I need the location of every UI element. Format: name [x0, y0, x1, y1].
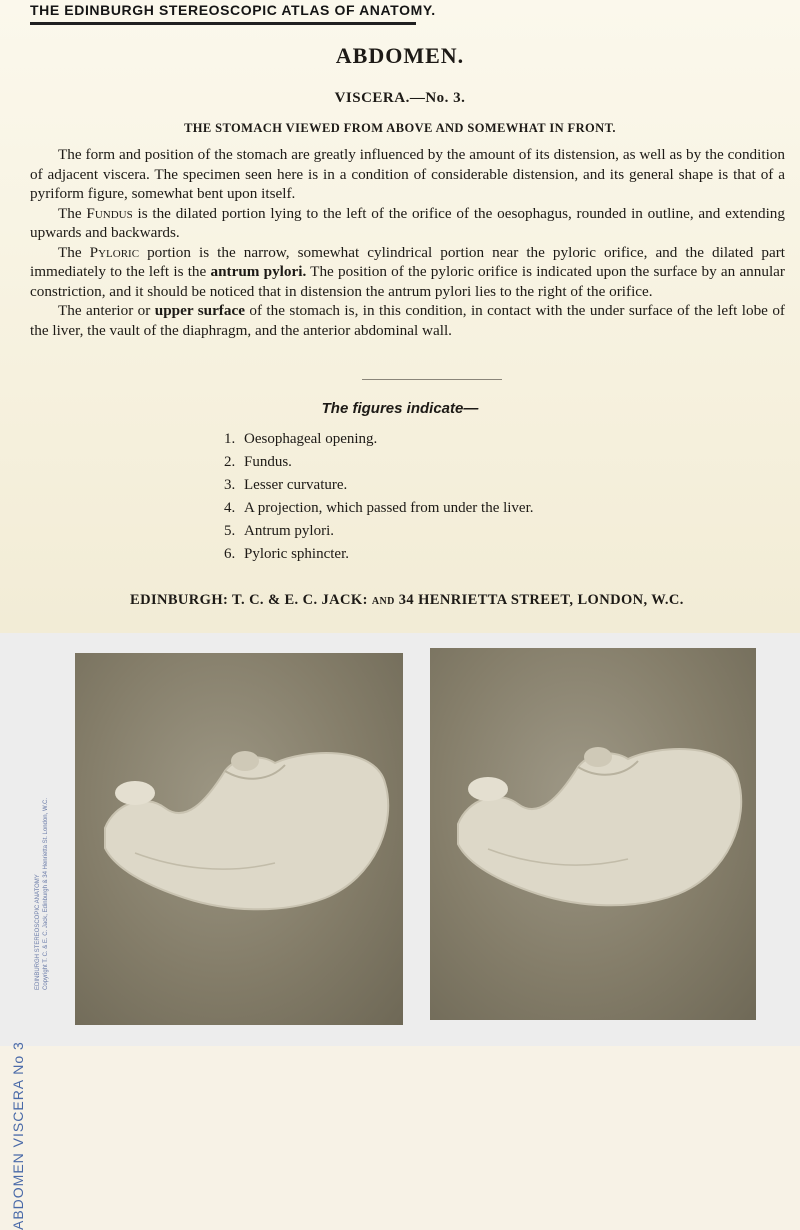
legend-text: Oesophageal opening. [244, 431, 378, 447]
side-copyright [34, 798, 50, 990]
figure-legend [224, 428, 534, 566]
legend-text: Fundus. [244, 454, 292, 470]
legend-number: 6. [224, 546, 236, 562]
legend-number: 5. [224, 523, 236, 539]
paragraph-distension: The form and position of the stomach are greatly influenced by the amount of its distension, as well as by the condition of adjacent viscera. The specimen seen here is in a condition of considerable distension, and its general shape is that of a pyriform figure, somewhat bent upon itself. [30, 146, 785, 202]
legend-item [224, 520, 534, 543]
paragraph-fundus [30, 204, 785, 243]
stereo-photo-left [75, 653, 403, 1025]
description-text [30, 145, 785, 340]
text-span: The anterior or [58, 302, 155, 319]
side-caption: ABDOMEN VISCERA No 3 [10, 1041, 26, 1230]
text-span: The position of the pyloric orifice is indicated upon the surface by an annular constriction, and it should be noticed that in distension the antrum pylori lies to the right of the orifice. [30, 263, 785, 300]
term-antrum-pylori: antrum pylori. [210, 263, 307, 280]
header-rule [30, 22, 416, 25]
text-span: portion is the narrow, somewhat cylindrical portion near the pyloric orifice, and the dilated part immediately to the left is the [30, 243, 785, 280]
legend-text: Antrum pylori. [244, 523, 334, 539]
side-copyright-line: Copyright T. C. & E. C. Jack, Edinburgh & 34 Henrietta St. London, W.C. [43, 798, 49, 990]
figures-heading: The figures indicate— [321, 400, 479, 417]
paragraph-upper-surface [30, 301, 785, 340]
legend-number: 2. [224, 454, 236, 470]
stomach-specimen-image [75, 653, 403, 1025]
legend-number: 1. [224, 431, 236, 447]
legend-item [224, 474, 534, 497]
text-span: of the stomach is, in this condition, in contact with the under surface of the left lobe of the liver, the vault of the diaphragm, and the anterior abdominal wall. [30, 302, 785, 339]
text-span: The [58, 204, 87, 222]
text-span: is the dilated portion lying to the left of the orifice of the oesophagus, rounded in outline, and extending upwards and backwards. [30, 204, 785, 241]
paragraph-pyloric [30, 243, 785, 302]
text-span: The [58, 243, 90, 261]
legend-item [224, 428, 534, 451]
plate-subtitle: THE STOMACH VIEWED FROM ABOVE AND SOMEWHAT IN FRONT. [184, 121, 616, 135]
plate-title: VISCERA.—No. 3. [334, 90, 466, 106]
legend-item [224, 497, 534, 520]
publisher-text: 34 HENRIETTA STREET, LONDON, W.C. [394, 592, 684, 608]
legend-item [224, 451, 534, 474]
legend-text: Pyloric sphincter. [244, 546, 349, 562]
section-divider [362, 379, 502, 380]
side-copyright-line: EDINBURGH STEREOSCOPIC ANATOMY [35, 874, 41, 990]
legend-item [224, 543, 534, 566]
publisher-and: AND [371, 596, 395, 607]
legend-text: A projection, which passed from under the liver. [244, 500, 534, 516]
legend-number: 3. [224, 477, 236, 493]
atlas-header: THE EDINBURGH STEREOSCOPIC ATLAS OF ANATOMY. [30, 2, 436, 18]
term-pyloric: Pyloric [89, 243, 140, 261]
publisher-imprint [130, 592, 684, 609]
term-upper-surface: upper surface [154, 302, 245, 319]
stereo-photo-right [430, 648, 756, 1020]
publisher-text: EDINBURGH: T. C. & E. C. JACK: [130, 592, 372, 608]
legend-text: Lesser curvature. [244, 477, 348, 493]
section-title: ABDOMEN. [335, 43, 465, 68]
term-fundus: Fundus [86, 204, 133, 222]
stomach-specimen-image [430, 648, 756, 1020]
legend-number: 4. [224, 500, 236, 516]
